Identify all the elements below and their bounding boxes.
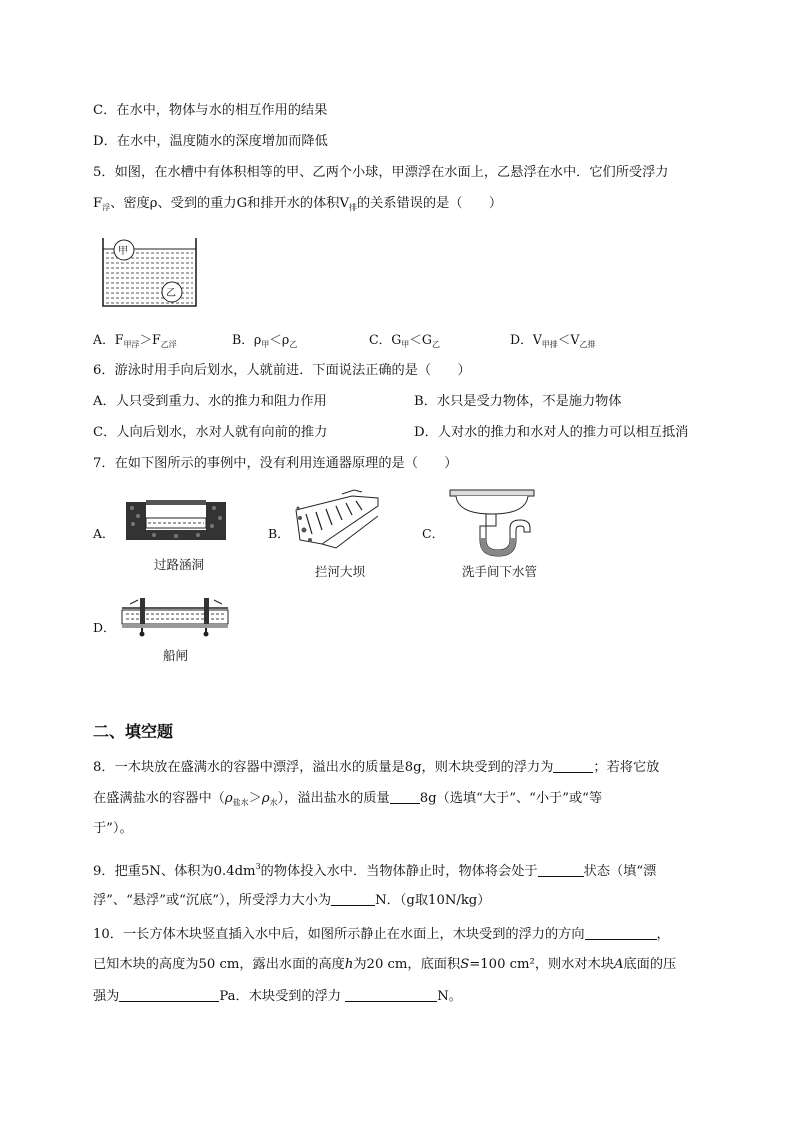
- culvert-image: [124, 496, 228, 544]
- q5-water-tank-figure: [100, 236, 200, 312]
- ball-a-label: 甲: [118, 246, 128, 257]
- q5-stem-line1: 5．如图，在水槽中有体积相等的甲、乙两个小球，甲漂浮在水面上，乙悬浮在水中．它们所受浮力: [93, 165, 669, 180]
- q10-line3: 强为 Pa．木块受到的浮力 N。: [93, 989, 462, 1004]
- q6-option-d: D．人对水的推力和水对人的推力可以相互抵消: [414, 425, 689, 440]
- ship-lock-image: [120, 594, 230, 638]
- q7-mark-a: A．: [93, 526, 115, 541]
- q4-option-d: D．在水中，温度随水的深度增加而降低: [93, 134, 328, 149]
- q6-stem: 6．游泳时用手向后划水，人就前进．下面说法正确的是（ ）: [93, 363, 471, 378]
- q8-line1: 8．一木块放在盛满水的容器中漂浮，溢出水的质量是8g，则木块受到的浮力为 ；若将它放: [93, 760, 660, 775]
- q4-option-c: C．在水中，物体与水的相互作用的结果: [93, 103, 328, 118]
- q8-blank-2[interactable]: [390, 789, 420, 804]
- q8-line3: 于”）。: [93, 821, 133, 836]
- q7-stem: 7．在如下图所示的事例中，没有利用连通器原理的是（ ）: [93, 456, 458, 471]
- q10-line1: 10．一长方体木块竖直插入水中后，如图所示静止在水面上，木块受到的浮力的方向 ，: [93, 927, 670, 942]
- q7-mark-d: D．: [93, 620, 116, 635]
- q10-blank-1[interactable]: [585, 925, 657, 940]
- q9-line2: 浮”、“悬浮”或“沉底”），所受浮力大小为 N．（g取10N/kg）: [93, 893, 491, 908]
- section-heading-fill-blank: 二、填空题: [93, 722, 174, 741]
- q6-option-b: B．水只是受力物体，不是施力物体: [414, 394, 622, 409]
- q6-option-c: C．人向后划水，水对人就有向前的推力: [93, 425, 328, 440]
- caption-dam: 拦河大坝: [315, 564, 366, 579]
- q7-mark-b: B．: [268, 526, 290, 541]
- q10-line2: 已知木块的高度为50 cm，露出水面的高度h为20 cm，底面积S=100 cm²，则水对木块A底面的压: [93, 957, 677, 972]
- q5-option-c: C．$G_甲<G_乙$: [369, 332, 440, 349]
- q5-option-b: B．$\rho_甲<\rho_乙$: [232, 332, 298, 349]
- q5-option-a: A．$F_{甲浮}>F_{乙浮}$: [93, 332, 177, 349]
- caption-sink-drain: 洗手间下水管: [462, 564, 538, 579]
- q5-stem-line2: $F_浮$、密度ρ、受到的重力G和排开水的体积$V_排$的关系错误的是（ ）: [93, 196, 503, 212]
- q7-mark-c: C．: [422, 526, 445, 541]
- q8-line2: 在盛满盐水的容器中$(\rho_{盐水}>\rho_水)$，溢出盐水的质量 8g（选填“大于”、“小于”或“等: [93, 791, 603, 807]
- q9-blank-2[interactable]: [331, 891, 375, 906]
- q9-line1: 9．把重5N、体积为$0.4dm^3$的物体投入水中．当物体静止时，物体将会处于 状态（填“漂: [93, 862, 657, 879]
- caption-ship-lock: 船闸: [163, 648, 189, 663]
- caption-culvert: 过路涵洞: [154, 557, 205, 572]
- q10-blank-2[interactable]: [119, 987, 219, 1002]
- q5-option-d: D．$V_{甲排}<V_{乙排}$: [510, 332, 596, 349]
- q6-option-a: A．人只受到重力、水的推力和阻力作用: [93, 394, 327, 409]
- sink-drain-image: [448, 484, 538, 556]
- ball-b-label: 乙: [166, 288, 176, 299]
- q10-blank-3[interactable]: [345, 987, 437, 1002]
- dam-image: [292, 488, 382, 552]
- q8-blank-1[interactable]: [553, 758, 593, 773]
- q9-blank-1[interactable]: [538, 862, 584, 877]
